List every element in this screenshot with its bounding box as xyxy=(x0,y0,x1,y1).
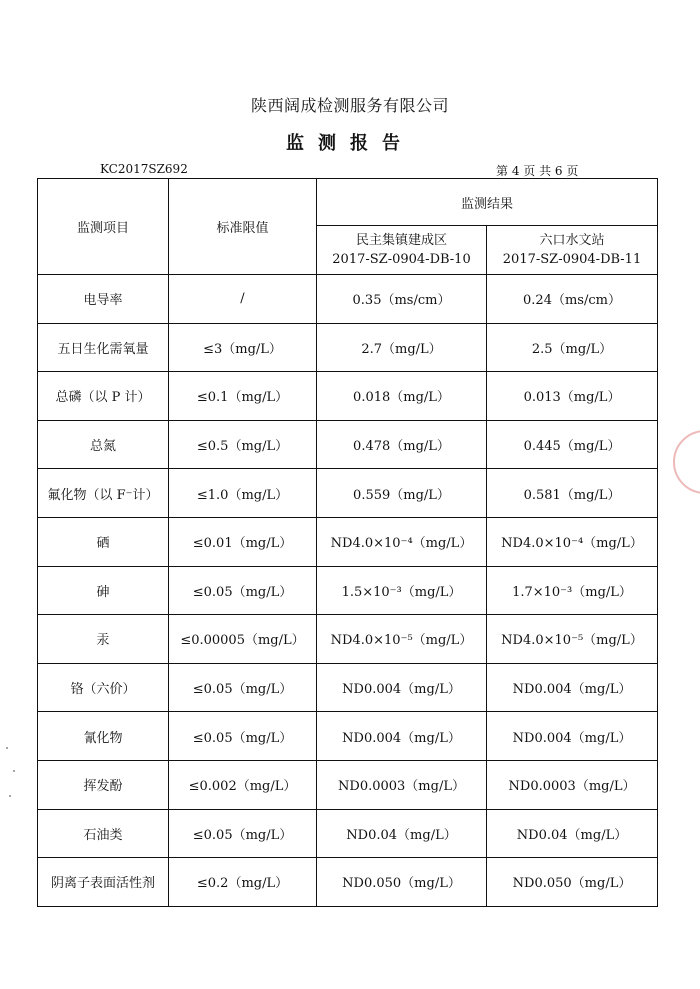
scan-speck xyxy=(13,770,15,772)
row-result-site2: 1.7×10⁻³（mg/L） xyxy=(487,566,658,615)
row-limit: ≤0.5（mg/L） xyxy=(169,420,317,469)
row-limit: ≤0.05（mg/L） xyxy=(169,712,317,761)
row-limit: ≤0.05（mg/L） xyxy=(169,566,317,615)
row-item: 氰化物 xyxy=(38,712,169,761)
row-item: 铬（六价） xyxy=(38,663,169,712)
table-row xyxy=(38,760,658,809)
monitoring-table xyxy=(37,178,658,907)
row-result-site2: ND4.0×10⁻⁵（mg/L） xyxy=(487,615,658,664)
row-item: 总氮 xyxy=(38,420,169,469)
row-result-site1: 1.5×10⁻³（mg/L） xyxy=(317,566,487,615)
row-item: 石油类 xyxy=(38,809,169,858)
row-item: 阴离子表面活性剂 xyxy=(38,858,169,907)
row-limit: ≤1.0（mg/L） xyxy=(169,469,317,518)
site2-name: 六口水文站 xyxy=(539,233,605,248)
row-result-site1: ND0.004（mg/L） xyxy=(317,712,487,761)
table-row xyxy=(38,420,658,469)
header-limit: 标准限值 xyxy=(169,179,317,275)
row-result-site2: ND0.004（mg/L） xyxy=(487,712,658,761)
table-row xyxy=(38,712,658,761)
header-result: 监测结果 xyxy=(317,179,658,226)
row-result-site2: ND0.0003（mg/L） xyxy=(487,760,658,809)
company-name: 陕西阔成检测服务有限公司 xyxy=(250,96,449,115)
table-row xyxy=(38,469,658,518)
row-limit: ≤0.00005（mg/L） xyxy=(169,615,317,664)
header-item: 监测项目 xyxy=(38,179,169,275)
table-row xyxy=(38,615,658,664)
row-result-site2: 0.24（ms/cm） xyxy=(487,275,658,324)
row-item: 汞 xyxy=(38,615,169,664)
row-result-site2: ND0.04（mg/L） xyxy=(487,809,658,858)
row-result-site1: ND0.004（mg/L） xyxy=(317,663,487,712)
scan-speck xyxy=(6,747,8,749)
row-limit: ≤0.002（mg/L） xyxy=(169,760,317,809)
table-row xyxy=(38,517,658,566)
header-site1 xyxy=(317,226,487,275)
row-item: 五日生化需氧量 xyxy=(38,323,169,372)
header-row xyxy=(38,179,658,226)
report-code: KC2017SZ692 xyxy=(100,162,188,176)
row-limit: ≤0.05（mg/L） xyxy=(169,663,317,712)
row-result-site1: 2.7（mg/L） xyxy=(317,323,487,372)
row-result-site1: 0.559（mg/L） xyxy=(317,469,487,518)
seal-stamp-partial xyxy=(673,430,700,494)
row-result-site2: ND4.0×10⁻⁴（mg/L） xyxy=(487,517,658,566)
row-result-site1: ND4.0×10⁻⁴（mg/L） xyxy=(317,517,487,566)
row-result-site2: ND0.004（mg/L） xyxy=(487,663,658,712)
table-row xyxy=(38,809,658,858)
site1-name: 民主集镇建成区 xyxy=(355,233,447,248)
row-result-site1: 0.478（mg/L） xyxy=(317,420,487,469)
row-item: 砷 xyxy=(38,566,169,615)
row-limit: ≤3（mg/L） xyxy=(169,323,317,372)
row-result-site1: ND4.0×10⁻⁵（mg/L） xyxy=(317,615,487,664)
row-item: 挥发酚 xyxy=(38,760,169,809)
row-result-site2: 0.581（mg/L） xyxy=(487,469,658,518)
report-title: 监测报告 xyxy=(286,133,414,154)
row-item: 总磷（以 P 计） xyxy=(38,372,169,421)
row-item: 氟化物（以 F⁻计） xyxy=(38,469,169,518)
row-limit: ≤0.01（mg/L） xyxy=(169,517,317,566)
row-result-site2: ND0.050（mg/L） xyxy=(487,858,658,907)
table-row xyxy=(38,566,658,615)
table-row xyxy=(38,372,658,421)
table-row xyxy=(38,858,658,907)
page-indicator: 第 4 页 共 6 页 xyxy=(496,164,579,178)
site1-code: 2017-SZ-0904-DB-10 xyxy=(332,252,471,267)
row-result-site1: ND0.0003（mg/L） xyxy=(317,760,487,809)
row-limit: ≤0.2（mg/L） xyxy=(169,858,317,907)
row-item: 电导率 xyxy=(38,275,169,324)
row-result-site1: 0.35（ms/cm） xyxy=(317,275,487,324)
row-result-site1: ND0.050（mg/L） xyxy=(317,858,487,907)
row-limit: ≤0.1（mg/L） xyxy=(169,372,317,421)
row-result-site2: 2.5（mg/L） xyxy=(487,323,658,372)
table-row xyxy=(38,275,658,324)
table-row xyxy=(38,323,658,372)
site2-code: 2017-SZ-0904-DB-11 xyxy=(502,252,642,267)
table-row xyxy=(38,663,658,712)
row-result-site2: 0.445（mg/L） xyxy=(487,420,658,469)
header-site2 xyxy=(487,226,658,275)
scan-speck xyxy=(9,795,11,797)
row-limit: / xyxy=(169,275,317,324)
row-result-site1: 0.018（mg/L） xyxy=(317,372,487,421)
row-result-site1: ND0.04（mg/L） xyxy=(317,809,487,858)
row-item: 硒 xyxy=(38,517,169,566)
row-result-site2: 0.013（mg/L） xyxy=(487,372,658,421)
row-limit: ≤0.05（mg/L） xyxy=(169,809,317,858)
